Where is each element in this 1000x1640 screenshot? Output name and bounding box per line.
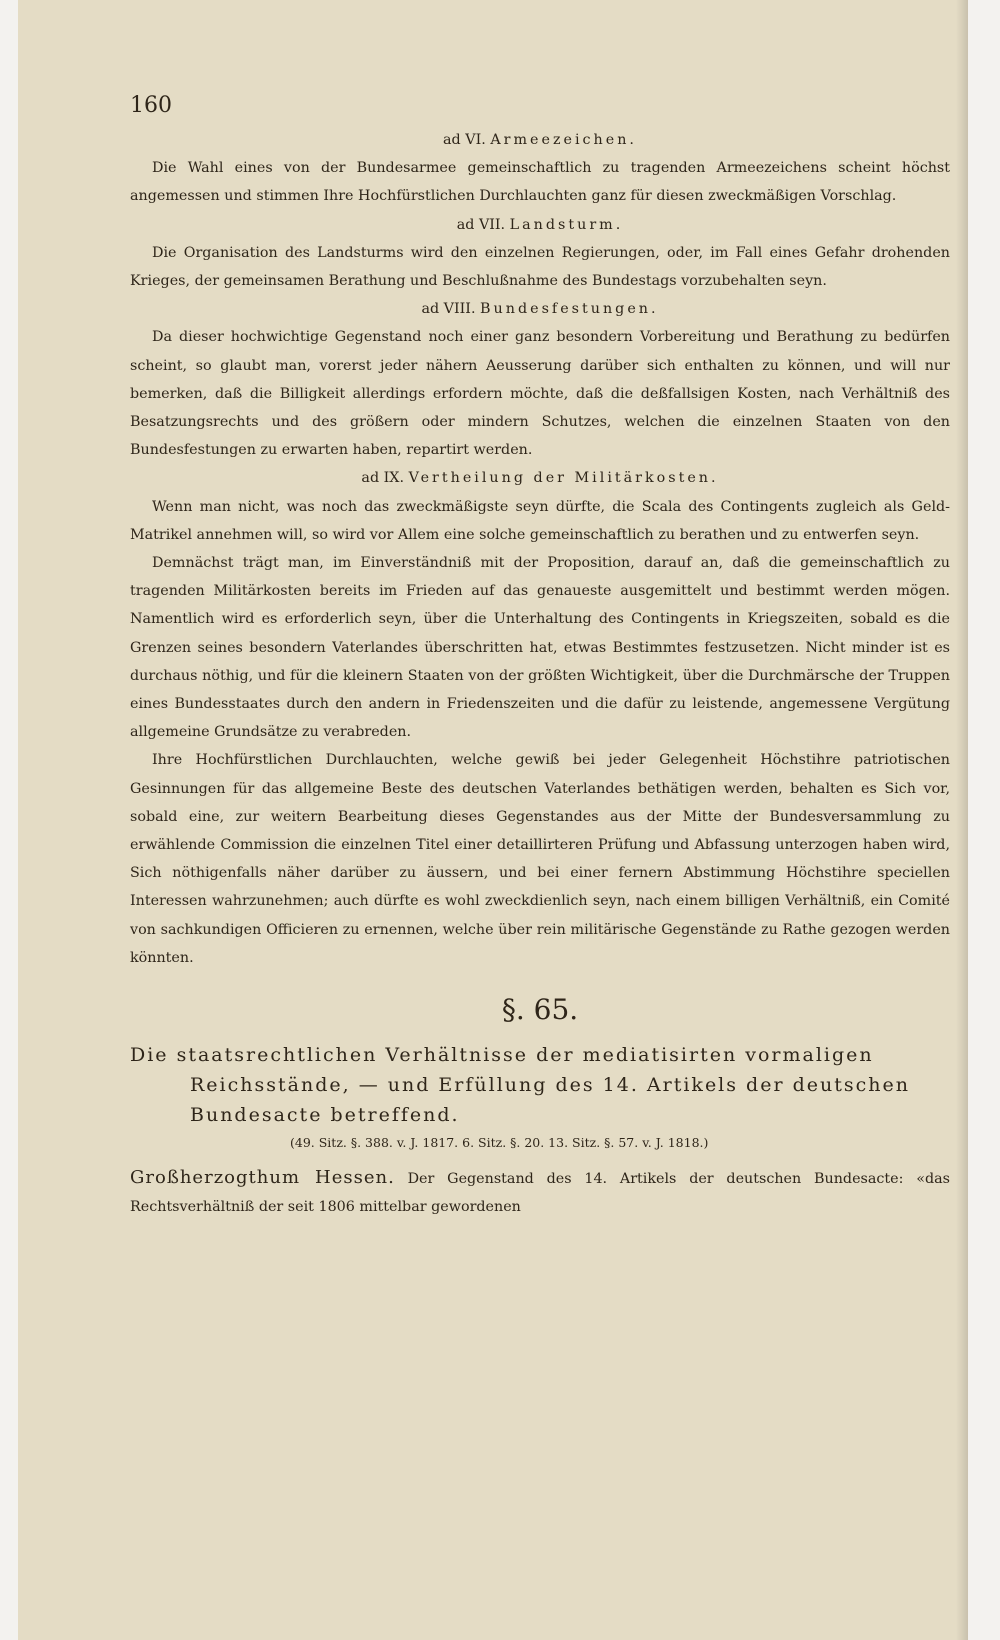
heading-title: Bundesfestungen. <box>480 301 659 318</box>
section-heading-vii <box>130 211 950 239</box>
paragraph: Wenn man nicht, was noch das zweckmäßigste seyn dürfte, die Scala des Contingents zugleich als Geld-Matrikel annehmen will, so wird vor Allem eine solche gemeinschaftlich zu berathen und zu entwerfen seyn. <box>130 498 950 543</box>
book-page <box>18 0 968 1640</box>
paragraph: Ihre Hochfürstlichen Durchlauchten, welche gewiß bei jeder Gelegenheit Höchstihre patriotischen Gesinnungen für das allgemeine Beste des deutschen Vaterlandes bethätigen werden, behalten es Sich vor, sobald eine, zur weitern Bearbeitung dieses Gegenstandes aus der Mitte der Bundesversammlung zu erwählende Commission die einzelnen Titel einer detaillirteren Prüfung und Abfassung unterzogen haben wird, Sich nöthigenfalls näher darüber zu äussern, und bei einer fernern Abstimmung Höchstihre speciellen Interessen wahrzunehmen; auch dürfte es wohl zweckdienlich seyn, nach einem billigen Verhältniß, ein Comité von sachkundigen Officieren zu ernennen, welche über rein militärische Gegenstände zu Rathe gezogen werden könnten. <box>130 752 950 966</box>
heading-prefix: ad IX. <box>361 470 405 487</box>
paragraph: Die Wahl eines von der Bundesarmee gemeinschaftlich zu tragenden Armeezeichens scheint höchst angemessen und stimmen Ihre Hochfürstlichen Durchlauchten ganz für diesen zweckmäßigen Vorschlag. <box>130 160 950 205</box>
paragraph: Da dieser hochwichtige Gegenstand noch einer ganz besondern Vorbereitung und Berathung zu bedürfen scheint, so glaubt man, vorerst jeder nähern Aeusserung darüber sich enthalten zu können, und will nur bemerken, daß die Billigkeit allerdings erfordern möchte, daß die deßfallsigen Kosten, nach Verhältniß des Besatzungsrechts und des größern oder mindern Schutzes, welchen die einzelnen Staaten von den Bundesfestungen zu erwarten haben, repartirt werden. <box>130 329 950 459</box>
paragraph-section-title <box>130 1040 950 1130</box>
session-references: (49. Sitz. §. 388. v. J. 1817. 6. Sitz. §. 20. 13. Sitz. §. 57. v. J. 1818.) <box>290 1135 709 1151</box>
title-line: Reichsstände, — und Erfüllung des 14. Artikels der deutschen <box>190 1074 910 1097</box>
page-text-block <box>130 86 950 1222</box>
page-edge-shadow <box>956 0 968 1640</box>
section-heading-ix <box>130 464 950 492</box>
heading-title: Landsturm. <box>509 216 624 233</box>
closing-paragraph <box>130 1164 950 1221</box>
section-heading-viii <box>130 295 950 323</box>
paragraph: Die Organisation des Landsturms wird den einzelnen Regierungen, oder, im Fall eines Gefahr drohenden Krieges, der gemeinsamen Berathung und Beschlußnahme des Bundestags vorzubehalten seyn. <box>130 244 950 290</box>
heading-prefix: ad VIII. <box>421 301 476 318</box>
page-number: 160 <box>130 93 172 118</box>
paragraph: Demnächst trägt man, im Einverständniß mit der Proposition, darauf an, daß die gemeinschaftlich zu tragenden Militärkosten bereits im Frieden auf das genaueste ausgemittelt und bestimmt werden mögen. Namentlich wird es erforderlich seyn, über die Unterhaltung des Contingents in Kriegszeiten, sobald es die Grenzen seines besondern Vaterlandes überschritten hat, etwas Bestimmtes festzusetzen. Nicht minder ist es durchaus nöthig, und für die kleinern Staaten von der größten Wichtigkeit, über die Durchmärsche der Truppen eines Bundesstaates durch den andern in Friedenszeiten und die dafür zu leistende, angemessene Vergütung allgemeine Grundsätze zu verabreden. <box>130 555 950 741</box>
closing-text: Der Gegenstand des 14. Artikels der deutschen Bundesacte: «das Rechtsverhältniß der seit 1806 mittelbar gewordenen <box>130 1171 950 1216</box>
heading-prefix: ad VII. <box>456 216 506 233</box>
heading-title: Vertheilung der Militärkosten. <box>408 470 719 487</box>
title-line: Bundesacte betreffend. <box>190 1104 460 1127</box>
section-heading-vi <box>130 126 950 154</box>
heading-title: Armeezeichen. <box>490 132 637 148</box>
state-name: Großherzogthum Hessen. <box>130 1167 395 1189</box>
title-line: Die staatsrechtlichen Verhältnisse der mediatisirten vormaligen <box>130 1044 874 1067</box>
heading-prefix: ad VI. <box>443 132 486 148</box>
paragraph-section-number: §. 65. <box>501 993 579 1027</box>
